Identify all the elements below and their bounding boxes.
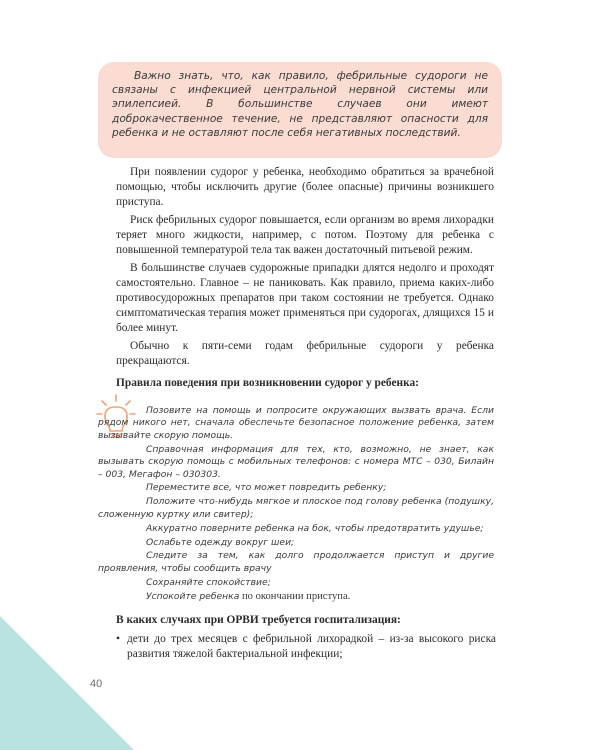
info-callout <box>98 62 502 158</box>
rules-list <box>98 405 494 605</box>
paragraph: При появлении судорог у ребенка, необходимо обратиться за врачебной помощью, чтобы исключить другие (более опасные) причины возникшего приступа. <box>116 166 494 208</box>
rules-heading: Правила поведения при возникновении судорог у ребенка: <box>116 377 419 389</box>
paragraph: Обычно к пяти-семи годам фебрильные судороги у ребенка прекращаются. <box>116 340 494 367</box>
rule-item: Позовите на помощь и попросите окружающих вызвать врача. Если рядом никого нет, сначала обеспечьте безопасное положение ребенка, затем вызывайте скорую помощь. <box>98 405 494 441</box>
rule-item: Ослабьте одежду вокруг шеи; <box>146 536 295 548</box>
hospitalization-heading: В каких случаях при ОРВИ требуется госпитализация: <box>116 614 401 626</box>
rule-last-italic: Успокойте ребенка <box>146 590 240 602</box>
rule-item-last <box>98 591 494 603</box>
hospitalization-list <box>116 632 496 662</box>
list-item: • дети до трех месяцев с фебрильной лихорадкой – из-за высокого риска развития тяжелой бактериальной инфекции; <box>116 632 496 662</box>
rule-item: Сохраняйте спокойствие; <box>146 576 271 588</box>
decorative-corner-triangle <box>0 610 140 750</box>
body-paragraphs <box>116 165 494 372</box>
rule-last-plain: по окончании приступа. <box>239 590 351 602</box>
rule-item: Следите за тем, как долго продолжается приступ и другие проявления, чтобы сообщить врачу <box>98 550 494 574</box>
rule-item: Переместите все, что может повредить ребенку; <box>146 482 387 494</box>
paragraph: Риск фебрильных судорог повышается, если организм во время лихорадки теряет много жидкости, например, с потом. Поэтому для ребенка с повышенной температурой тела так важен достаточный питьевой режим. <box>116 214 494 256</box>
rule-item: Положите что-нибудь мягкое и плоское под голову ребенка (подушку, сложенную куртку или свитер); <box>98 496 494 520</box>
paragraph: В большинстве случаев судорожные припадки длятся недолго и проходят самостоятельно. Главное – не паниковать. Как правило, приема каких-либо противосудорожных препаратов при таком состоянии не требуется. Однако симптоматическая терапия может применяться при судорогах, длящихся 15 и более минут. <box>116 262 494 334</box>
rule-item: Справочная информация для тех, кто, возможно, не знает, как вызывать скорую помощь с мобильных телефонов: с номера МТС – 030, Билайн – 003, Мегафон – 030303. <box>98 443 494 480</box>
rule-item: Аккуратно поверните ребенка на бок, чтобы предотвратить удушье; <box>146 522 484 534</box>
callout-text: Важно знать, что, как правило, фебрильные судороги не связаны с инфекцией центральной нервной системы или эпилепсией. В большинстве случаев они имеют доброкачественное течение, не представляют опасности для ребенка и не оставляют после себя негативных последствий. <box>112 70 488 139</box>
page-number: 40 <box>90 678 103 690</box>
